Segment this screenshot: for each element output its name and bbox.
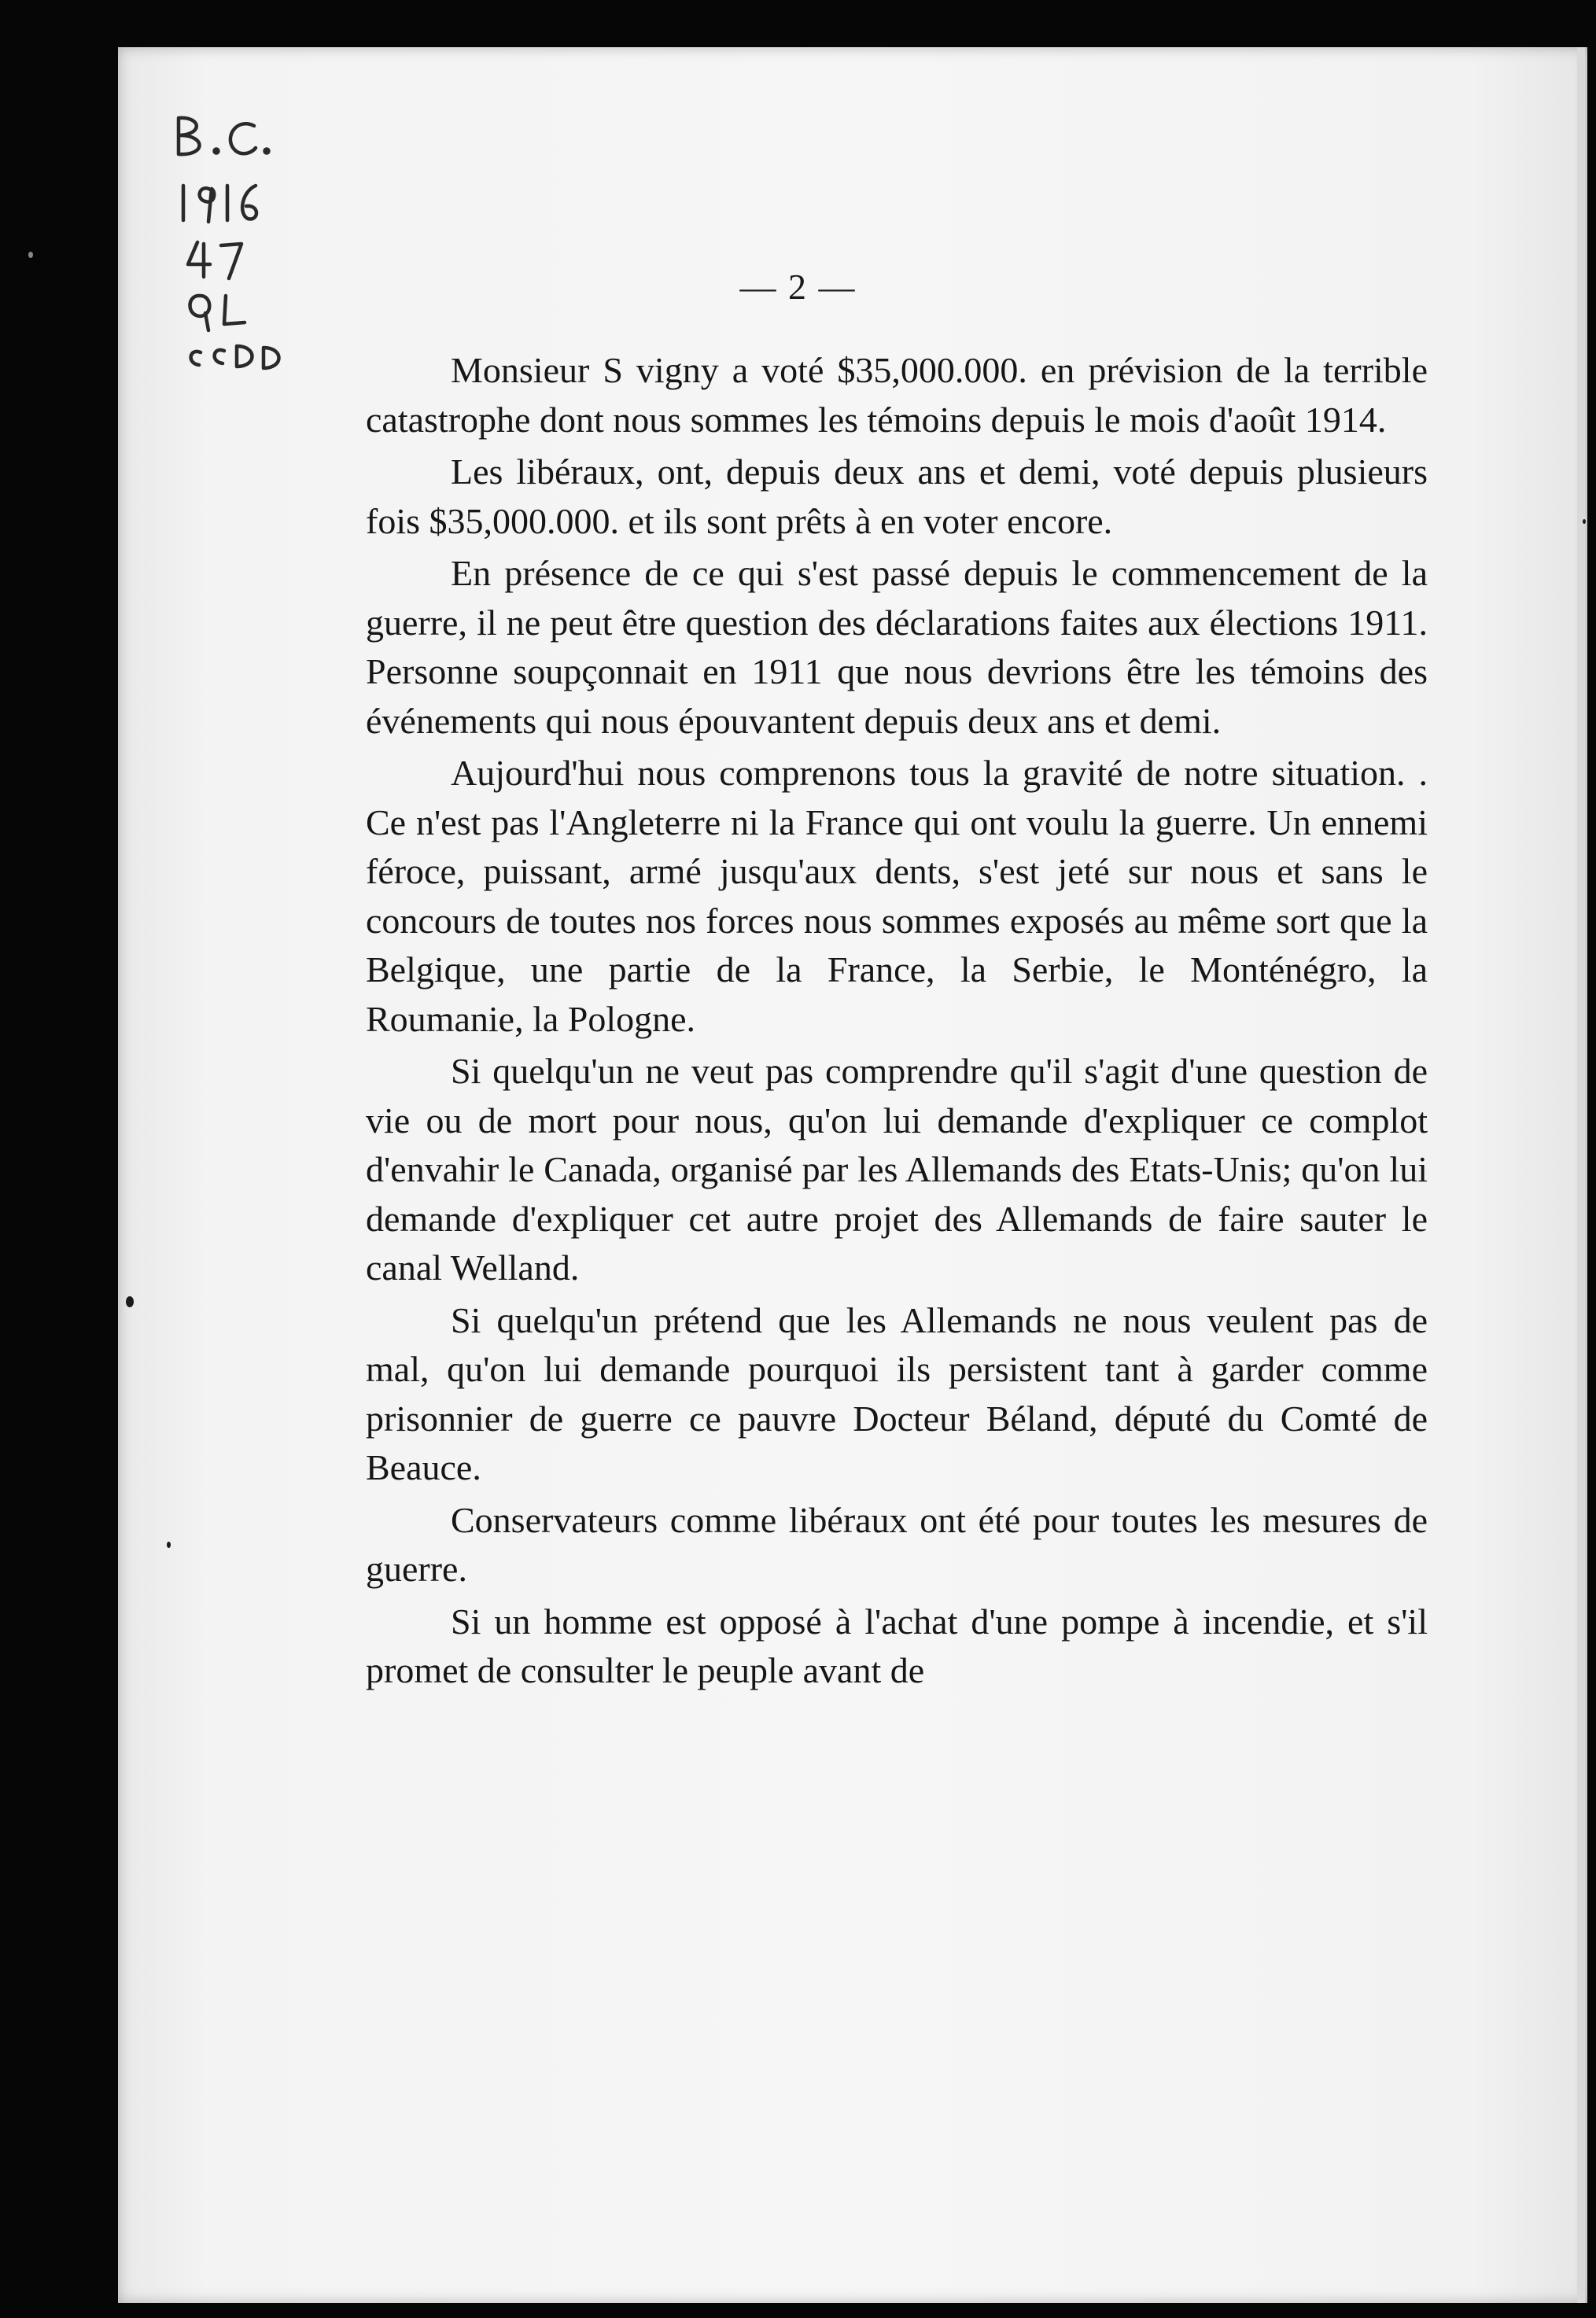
handwritten-annotation — [169, 110, 374, 393]
page-number: — 2 — — [739, 267, 857, 307]
paragraph: Les libéraux, ont, depuis deux ans et demi, voté depuis plusieurs fois $35,000.000. et ils sont prêts à en voter encore. — [366, 451, 1428, 541]
body-text — [366, 346, 1428, 1699]
scan-speck — [126, 1296, 134, 1307]
paragraph: Si quelqu'un prétend que les Allemands ne nous veulent pas de mal, qu'on lui demande pourquoi ils persistent tant à garder comme prisonnier de guerre ce pauvre Docteur Béland, député du Comté de Beauce. — [366, 1299, 1428, 1487]
scan-speck — [1583, 519, 1586, 524]
paragraph: En présence de ce qui s'est passé depuis le commencement de la guerre, il ne peut être question des déclarations faites aux élections 1911. Personne soupçonnait en 1911 que nous devrions être les témoins des événements qui nous épouvantent depuis deux ans et demi. — [366, 553, 1428, 741]
paragraph: Conservateurs comme libéraux ont été pour toutes les mesures de guerre. — [366, 1499, 1428, 1589]
scan-speck — [28, 252, 33, 258]
paragraph: Monsieur S vigny a voté $35,000.000. en prévision de la terrible catastrophe dont nous sommes les témoins depuis le mois d'août 1914. — [366, 350, 1428, 440]
paragraph: Aujourd'hui nous comprenons tous la gravité de notre situation. . Ce n'est pas l'Angleterre ni la France qui ont voulu la guerre. Un ennemi féroce, puissant, armé jusqu'aux dents, s'est jeté sur nous et sans le concours de toutes nos forces nous sommes exposés au même sort que la Belgique, une partie de la France, la Serbie, le Monténégro, la Roumanie, la Pologne. — [366, 753, 1428, 1039]
paragraph: Si un homme est opposé à l'achat d'une pompe à incendie, et s'il promet de consulter le peuple avant de — [366, 1601, 1428, 1690]
paragraph: Si quelqu'un ne veut pas comprendre qu'il s'agit d'une question de vie ou de mort pour nous, qu'on lui demande d'expliquer ce complot d'envahir le Canada, organisé par les Allemands des Etats-Unis; qu'on lui demande d'expliquer cet autre projet des Allemands de faire sauter le canal Welland. — [366, 1051, 1428, 1288]
page-edge — [1577, 47, 1585, 2303]
scan-speck — [167, 1542, 171, 1548]
